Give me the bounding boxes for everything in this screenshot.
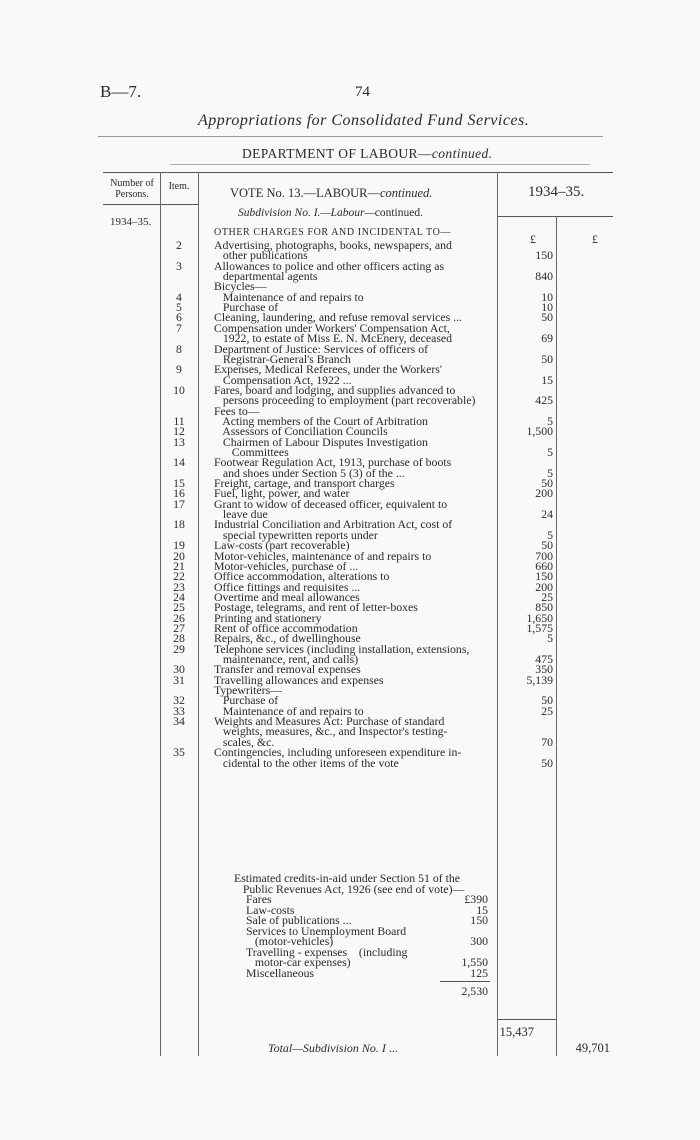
item-description: Maintenance of and repairs to (214, 289, 364, 304)
item-description: Overtime and meal allowances (214, 589, 360, 604)
item-description: Industrial Conciliation and Arbitration Act, cost of (214, 517, 453, 532)
persons-column-header: Number of Persons. (110, 178, 154, 200)
item-amount: 5 (547, 413, 553, 428)
item-description: scales, &c. (214, 734, 275, 749)
item-description: weights, measures, &c., and Inspector's testing- (214, 724, 448, 739)
title-rule (98, 136, 603, 137)
item-amount: 850 (535, 600, 553, 615)
item-number: 2 (176, 238, 182, 252)
item-amount: 350 (535, 662, 553, 677)
department-heading (242, 146, 493, 162)
credit-description: (motor-vehicles) (246, 934, 334, 948)
item-number: 26 (173, 610, 185, 625)
item-amount: 150 (535, 248, 553, 263)
item-description: Law-costs (part recoverable) (214, 538, 350, 553)
item-number: 32 (173, 693, 185, 708)
item-description: Registrar-General's Branch (214, 351, 351, 366)
year-column-header: 1934–35. (528, 184, 585, 200)
item-description: and shoes under Section 5 (3) of the ... (214, 465, 405, 480)
item-amount: 10 (541, 300, 553, 315)
subtotal-amount: 15,437 (499, 1025, 534, 1039)
item-description: Printing and stationery (214, 610, 322, 625)
credit-amount: 150 (470, 913, 488, 927)
credits-heading: Public Revenues Act, 1926 (see end of vote)— (234, 881, 465, 896)
persons-column-rule (160, 172, 161, 1056)
item-number: 17 (173, 496, 185, 511)
item-amount: 5,139 (526, 672, 553, 687)
item-number: 23 (173, 579, 185, 594)
credit-amount: 15 (476, 902, 488, 917)
item-description: Purchase of (214, 693, 279, 708)
subtotal-rule (498, 1019, 556, 1020)
item-description: special typewritten reports under (214, 527, 378, 542)
dept-rule (170, 164, 590, 165)
credit-amount: 125 (470, 965, 488, 980)
credit-description: Travelling - expenses (including (246, 944, 408, 959)
credit-amount: 1,550 (461, 955, 488, 969)
item-amount: 840 (535, 269, 553, 284)
subdivision-label: Subdivision No. I.—Labour— (238, 207, 375, 219)
item-number: 3 (176, 258, 182, 273)
item-amount: 15 (541, 372, 553, 387)
item-number: 9 (176, 362, 182, 377)
total-label-tail: ... (385, 1041, 398, 1055)
item-number: 12 (173, 424, 185, 439)
item-description: Contingencies, including unforeseen expenditure in- (214, 745, 462, 760)
currency-symbol: £ (530, 232, 536, 246)
item-description: Motor-vehicles, purchase of ... (214, 558, 359, 573)
item-amount: 70 (541, 734, 553, 749)
credits-heading: Estimated credits-in-aid under Section 51 of the (234, 871, 461, 885)
item-amount: 200 (535, 579, 553, 594)
item-amount: 25 (541, 589, 553, 604)
item-description: Grant to widow of deceased officer, equivalent to (214, 496, 448, 511)
item-number: 7 (176, 320, 182, 335)
item-description: Office accommodation, alterations to (214, 569, 390, 584)
department-suffix: continued. (431, 146, 493, 161)
item-amount: 1,575 (526, 620, 553, 635)
credit-description: Law-costs (246, 902, 295, 917)
item-amount: 5 (547, 465, 553, 480)
item-description: Rent of office accommodation (214, 620, 358, 635)
item-amount: 700 (535, 548, 553, 563)
item-number: 20 (173, 548, 185, 563)
item-number: 4 (176, 289, 182, 304)
item-number: 30 (173, 662, 185, 677)
item-description: Transfer and removal expenses (214, 662, 361, 677)
item-column-header: Item. (168, 181, 190, 192)
item-amount: 50 (541, 755, 553, 770)
table-top-rule (103, 172, 613, 173)
item-description: Compensation Act, 1922 ... (214, 372, 352, 387)
item-description: Typewriters— (214, 683, 282, 698)
item-description: departmental agents (214, 269, 318, 284)
item-amount: 475 (535, 652, 553, 666)
item-description: Committees (214, 445, 289, 459)
item-description: Motor-vehicles, maintenance of and repairs to (214, 548, 432, 563)
item-description: other publications (214, 248, 308, 263)
total-label (268, 1041, 398, 1056)
item-number: 28 (173, 631, 185, 646)
header-bottom-rule-left (103, 204, 198, 205)
item-description: 1922, to estate of Miss E. N. McEnery, deceased (214, 331, 453, 346)
item-description: Repairs, &c., of dwellinghouse (214, 631, 361, 646)
item-amount: 50 (541, 538, 553, 553)
item-number: 10 (173, 382, 185, 397)
item-description: Allowances to police and other officers acting as (214, 258, 445, 273)
item-amount: 50 (541, 310, 553, 325)
item-amount: 50 (541, 476, 553, 491)
department-name: DEPARTMENT OF LABOUR— (242, 146, 432, 161)
item-description: Freight, cartage, and transport charges (214, 476, 395, 491)
item-number: 22 (173, 569, 185, 584)
item-amount: 425 (535, 393, 553, 408)
vote-heading (230, 186, 432, 201)
item-amount: 50 (541, 693, 553, 708)
item-number: 14 (173, 455, 185, 470)
item-description: Maintenance of and repairs to (214, 703, 364, 718)
inner-amount-column-rule (556, 216, 557, 1056)
credits-total: 2,530 (461, 984, 488, 998)
page-title: Appropriations for Consolidated Fund Services. (198, 112, 530, 129)
item-number: 11 (173, 413, 185, 428)
item-number: 24 (173, 589, 185, 604)
item-amount: 150 (535, 569, 553, 584)
item-description: Bicycles— (214, 279, 267, 294)
credit-description: Sale of publications ... (246, 913, 352, 927)
item-amount: 10 (541, 289, 553, 304)
item-description: Cleaning, laundering, and refuse removal services ... (214, 310, 462, 325)
item-number: 18 (173, 517, 185, 532)
item-description: Department of Justice: Services of officers of (214, 341, 429, 356)
item-description: Acting members of the Court of Arbitration (214, 413, 428, 428)
item-number: 33 (173, 703, 185, 718)
credit-description: Fares (246, 892, 272, 906)
vote-suffix: continued. (380, 186, 433, 200)
item-description: Compensation under Workers' Compensation Act, (214, 320, 450, 335)
total-amount: 49,701 (575, 1041, 610, 1055)
item-amount: 5 (547, 445, 553, 459)
item-amount: 1,500 (526, 424, 553, 439)
item-number: 31 (173, 672, 185, 687)
subdivision-suffix: continued. (374, 207, 423, 219)
item-amount: 50 (541, 351, 553, 366)
item-column-rule (198, 172, 199, 1056)
item-number: 15 (173, 476, 185, 491)
item-description: Expenses, Medical Referees, under the Workers' (214, 362, 442, 377)
credit-amount: £390 (464, 892, 488, 906)
item-description: cidental to the other items of the vote (214, 755, 399, 770)
subdivision-heading (238, 207, 423, 219)
item-number: 29 (173, 641, 185, 656)
page-number: 74 (355, 84, 370, 100)
item-amount: 200 (535, 486, 553, 501)
item-amount: 5 (547, 631, 553, 646)
credit-description: motor-car expenses) (246, 955, 351, 969)
item-amount: 25 (541, 703, 553, 718)
item-description: Fees to— (214, 403, 260, 418)
item-amount: 5 (547, 527, 553, 542)
total-label-text: Total—Subdivision (268, 1041, 362, 1055)
item-number: 8 (176, 341, 182, 356)
item-description: Travelling allowances and expenses (214, 672, 384, 687)
item-description: Footwear Regulation Act, 1913, purchase of boots (214, 455, 452, 470)
item-description: Assessors of Conciliation Councils (214, 424, 388, 439)
item-description: Office fittings and requisites ... (214, 579, 361, 594)
item-number: 6 (176, 310, 182, 325)
item-number: 13 (173, 434, 185, 449)
currency-symbol: £ (592, 232, 598, 246)
item-amount: 660 (535, 558, 553, 573)
item-description: Chairmen of Labour Disputes Investigation (214, 434, 428, 449)
item-number: 25 (173, 600, 185, 615)
credit-description: Services to Unemployment Board (246, 923, 407, 938)
credit-description: Miscellaneous (246, 965, 315, 980)
item-number: 35 (173, 745, 185, 760)
item-description: maintenance, rent, and calls) (214, 652, 359, 666)
item-description: Weights and Measures Act: Purchase of standard (214, 714, 445, 729)
vote-title: VOTE No. 13.—LABOUR— (230, 186, 380, 200)
credits-total-rule (440, 981, 490, 982)
item-number: 19 (173, 538, 185, 553)
item-description: Fuel, light, power, and water (214, 486, 350, 501)
item-number: 27 (173, 620, 185, 635)
total-label-number: No. I (361, 1041, 386, 1055)
item-description: Telephone services (including installation, extensions, (214, 641, 470, 656)
item-description: Advertising, photographs, books, newspapers, and (214, 238, 452, 252)
item-description: Postage, telegrams, and rent of letter-boxes (214, 600, 418, 615)
item-number: 16 (173, 486, 185, 501)
item-description: leave due (214, 507, 268, 522)
item-amount: 1,650 (526, 610, 553, 625)
document-reference: B—7. (100, 82, 142, 101)
item-description: Fares, board and lodging, and supplies advanced to (214, 382, 456, 397)
persons-year-label: 1934–35. (110, 216, 152, 228)
item-number: 5 (176, 300, 182, 315)
item-amount: 69 (541, 331, 553, 346)
item-number: 34 (173, 714, 185, 729)
item-amount: 24 (541, 507, 553, 522)
credit-amount: 300 (470, 934, 488, 948)
item-description: persons proceeding to employment (part recoverable) (214, 393, 476, 408)
other-charges-heading: OTHER CHARGES FOR AND INCIDENTAL TO— (214, 227, 452, 238)
item-description: Purchase of (214, 300, 279, 315)
item-number: 21 (173, 558, 185, 573)
